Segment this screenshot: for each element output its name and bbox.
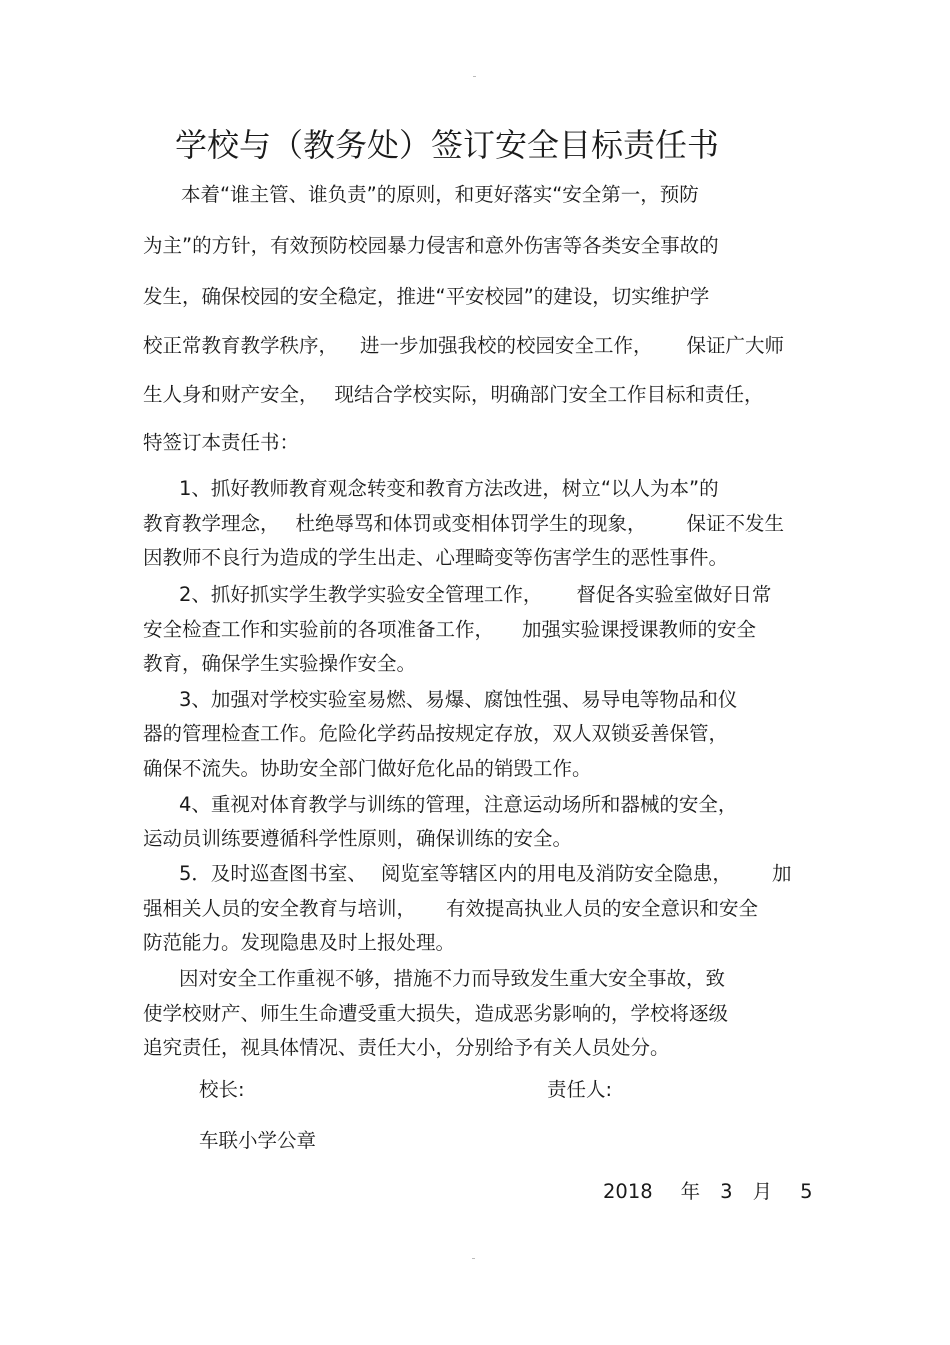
school-seal-label: 车联小学公章 — [199, 1129, 317, 1152]
item1-line-2-part-3: 保证不发生 — [686, 512, 785, 535]
item3-line-2: 器的管理检查工作。危险化学药品按规定存放，双人双锁妥善保管， — [143, 722, 729, 745]
closing-line-2: 使学校财产、师生生命遭受重大损失，造成恶劣影响的，学校将逐级 — [143, 1002, 729, 1025]
closing-line-3: 追究责任，视具体情况、责任大小，分别给予有关人员处分。 — [143, 1036, 670, 1059]
intro-line-3: 发生，确保校园的安全稳定，推进“平安校园”的建设，切实维护学 — [143, 285, 710, 308]
item2-line-1-part-1: 2、抓好抓实学生教学实验安全管理工作， — [179, 583, 543, 606]
closing-line-1: 因对安全工作重视不够，措施不力而导致发生重大安全事故，致 — [179, 967, 726, 990]
intro-line-2: 为主”的方针，有效预防校园暴力侵害和意外伤害等各类安全事故的 — [143, 234, 719, 257]
item1-line-2 — [143, 511, 784, 537]
item5-line-3: 防范能力。发现隐患及时上报处理。 — [143, 931, 456, 954]
date-month-unit: 月 — [752, 1180, 773, 1203]
item1-line-2-part-2: 杜绝辱骂和体罚或变相体罚学生的现象， — [295, 512, 647, 535]
intro-line-4 — [143, 333, 784, 359]
item3-line-1: 3、加强对学校实验室易燃、易爆、腐蚀性强、易导电等物品和仪 — [179, 688, 738, 711]
item1-line-2-part-1: 教育教学理念， — [143, 512, 280, 535]
intro-line-5-part-1: 生人身和财产安全， — [143, 383, 319, 406]
document-title: 学校与（教务处）签订安全目标责任书 — [175, 126, 720, 164]
item5-line-1-part-1: 5．及时巡查图书室、 — [179, 862, 367, 885]
item4-line-2: 运动员训练要遵循科学性原则，确保训练的安全。 — [143, 827, 573, 850]
item2-line-1-part-2: 督促各实验室做好日常 — [576, 583, 772, 606]
intro-line-5 — [143, 382, 764, 408]
item2-line-2-part-2: 加强实验课授课教师的安全 — [522, 618, 757, 641]
item5-line-2-part-1: 强相关人员的安全教育与培训， — [143, 897, 417, 920]
item2-line-2 — [143, 617, 756, 643]
signing-date — [603, 1179, 813, 1205]
item1-line-3: 因教师不良行为造成的学生出走、心理畸变等伤害学生的恶性事件。 — [143, 546, 729, 569]
date-year: 2018 — [603, 1180, 653, 1203]
intro-line-6: 特签订本责任书： — [143, 431, 300, 454]
date-year-unit: 年 — [680, 1180, 701, 1203]
intro-line-4-part-3: 保证广大师 — [686, 334, 785, 357]
date-month: 3 — [720, 1180, 733, 1203]
page-mark-bottom — [472, 1258, 475, 1259]
item2-line-2-part-1: 安全检查工作和实验前的各项准备工作， — [143, 618, 495, 641]
intro-line-1: 本着“谁主管、谁负责”的原则，和更好落实“安全第一，预防 — [181, 183, 699, 206]
item2-line-1 — [179, 582, 771, 608]
item5-line-1 — [179, 861, 791, 887]
item5-line-2-part-2: 有效提高执业人员的安全意识和安全 — [446, 897, 759, 920]
intro-line-4-part-2: 进一步加强我校的校园安全工作， — [360, 334, 653, 357]
page-mark-top — [473, 76, 476, 77]
responsible-label: 责任人: — [547, 1078, 613, 1101]
principal-label: 校长: — [199, 1078, 245, 1101]
date-day: 5 — [800, 1180, 813, 1203]
item5-line-2 — [143, 896, 758, 922]
item2-line-3: 教育，确保学生实验操作安全。 — [143, 652, 417, 675]
item4-line-1: 4、重视对体育教学与训练的管理，注意运动场所和器械的安全， — [179, 793, 738, 816]
item3-line-3: 确保不流失。协助安全部门做好危化品的销毁工作。 — [143, 757, 592, 780]
intro-line-5-part-2: 现结合学校实际，明确部门安全工作目标和责任， — [334, 383, 764, 406]
intro-line-4-part-1: 校正常教育教学秩序， — [143, 334, 339, 357]
item5-line-1-part-2: 阅览室等辖区内的用电及消防安全隐患， — [380, 862, 732, 885]
item1-line-1: 1、抓好教师教育观念转变和教育方法改进，树立“以人为本”的 — [179, 477, 719, 500]
item5-line-1-part-3: 加 — [771, 862, 792, 885]
